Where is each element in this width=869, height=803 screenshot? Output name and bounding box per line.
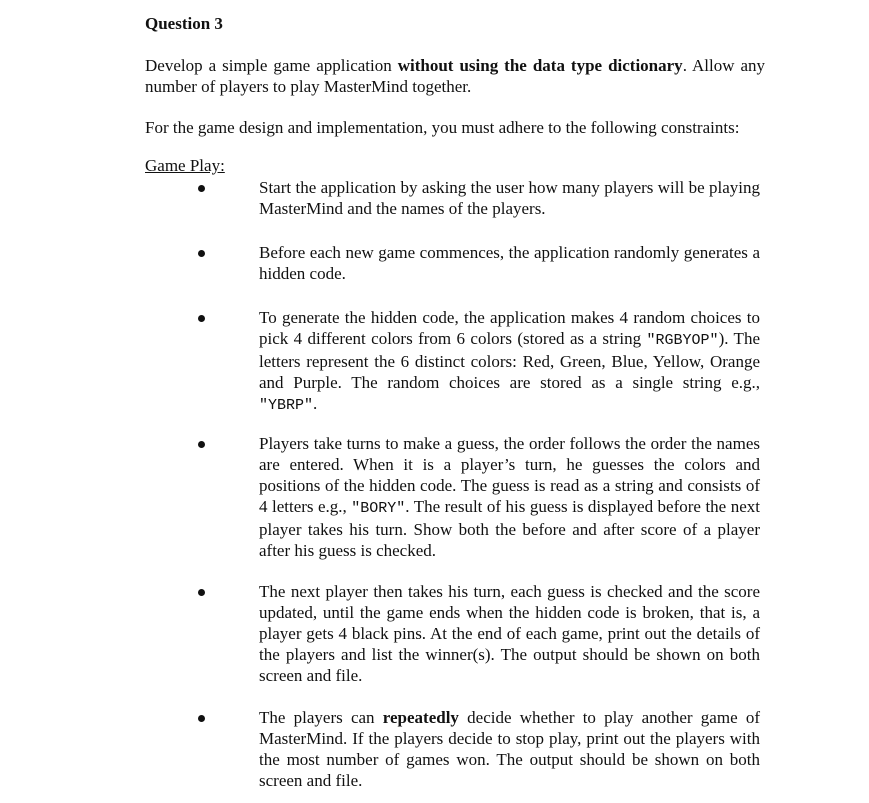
bullet-6-bold-text: repeatedly <box>382 708 459 727</box>
question-title: Question 3 <box>145 14 223 33</box>
bullet-item-3 <box>259 307 760 416</box>
intro-bold-text: without using the data type dictionary <box>397 56 683 75</box>
bullet-icon <box>198 441 205 448</box>
bullet-icon <box>198 250 205 257</box>
bullet-item-4 <box>259 433 760 561</box>
bullet-icon <box>198 315 205 322</box>
section-heading-game-play: Game Play: <box>145 156 225 175</box>
intro-text-1: Develop a simple game application <box>145 56 398 75</box>
example-code-string: "YBRP" <box>259 397 314 414</box>
bullet-4-text-1: Players take turns to make a guess, the order follows the order the names are entered. When it is a player’s turn, he guesses the colors and positions of the hidden code. The guess is read as a string and consists of 4 letters e.g., <box>259 434 760 516</box>
bullet-4-text-2: . The result of his guess is displayed before the next player takes his turn. Show both the before and after score of a player after his guess is checked. <box>259 497 760 560</box>
bullet-item-5: The next player then takes his turn, each guess is checked and the score updated, until the game ends when the hidden code is broken, that is, a player gets 4 black pins. At the end of each game, print out the details of the players and list the winner(s). The output should be shown on both screen and file. <box>259 582 760 685</box>
bullet-6-text-1: The players can <box>259 708 383 727</box>
bullet-3-text-1: To generate the hidden code, the application makes 4 random choices to pick 4 different colors from 6 colors (stored as a string <box>259 308 760 348</box>
constraints-paragraph: For the game design and implementation, you must adhere to the following constraints: <box>145 118 740 137</box>
bullet-icon <box>198 589 205 596</box>
bullet-icon <box>198 185 205 192</box>
bullet-3-text-3: . <box>313 394 318 413</box>
intro-paragraph <box>145 55 765 97</box>
bullet-6-text-2: decide whether to play another game of MasterMind. If the players decide to stop play, print out the players with the most number of games won. The output should be shown on both screen and file. <box>259 708 760 790</box>
colors-code-string: "RGBYOP" <box>646 332 719 349</box>
intro-text-2: . Allow any number of players to play MasterMind together. <box>145 56 766 96</box>
bullet-icon <box>198 715 205 722</box>
bullet-3-text-2: ). The letters represent the 6 distinct colors: Red, Green, Blue, Yellow, Orange and Purple. The random choices are stored as a single string e.g., <box>259 329 760 392</box>
bullet-item-2: Before each new game commences, the application randomly generates a hidden code. <box>259 243 760 283</box>
bullet-item-6 <box>259 707 760 791</box>
bullet-item-1: Start the application by asking the user how many players will be playing MasterMind and the names of the players. <box>259 178 760 218</box>
guess-code-string: "BORY" <box>351 500 406 517</box>
